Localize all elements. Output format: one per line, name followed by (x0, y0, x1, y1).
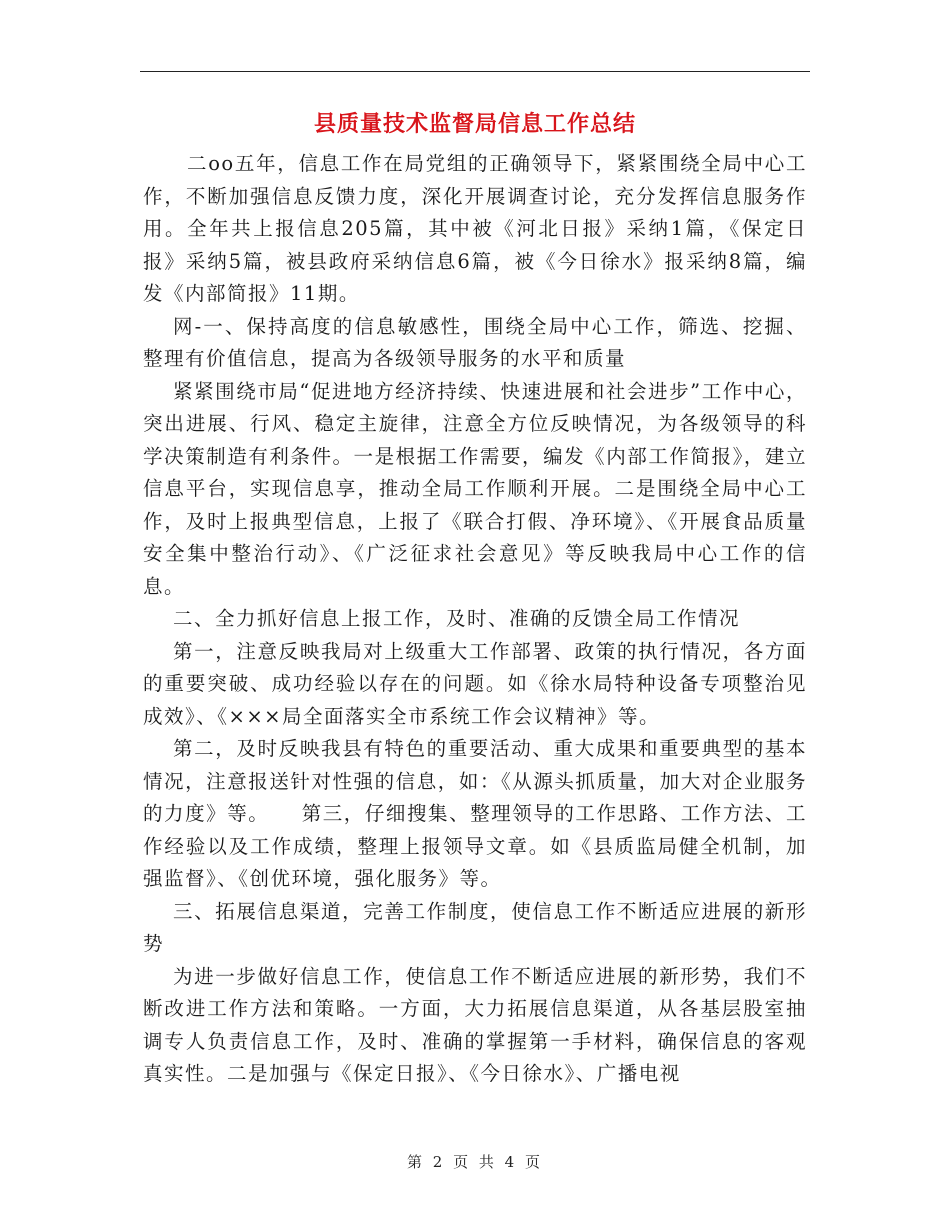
paragraph-section-3: 为进一步做好信息工作，使信息工作不断适应进展的新形势，我们不断改进工作方法和策略。一方面，大力拓展信息渠道，从各基层股室抽调专人负责信息工作，及时、准确的掌握第一手材料，确保信息的客观真实性。二是加强与《保定日报》、《今日徐水》、广播电视 (143, 964, 807, 1085)
paragraph-heading-1: 网-一、保持高度的信息敏感性，围绕全局中心工作，筛选、挖掘、整理有价值信息，提高为各级领导服务的水平和质量 (143, 314, 807, 370)
header-rule (140, 71, 810, 72)
paragraph-heading-2: 二、全力抓好信息上报工作，及时、准确的反馈全局工作情况 (173, 607, 741, 630)
paragraph-section-1: 紧紧围绕市局“促进地方经济持续、快速进展和社会进步”工作中心，突出进展、行风、稳定主旋律，注意全方位反映情况，为各级领导的科学决策制造有利条件。一是根据工作需要，编发《内部工作简报》，建立信息平台，实现信息享，推动全局工作顺利开展。二是围绕全局中心工作，及时上报典型信息，上报了《联合打假、净环境》、《开展食品质量安全集中整治行动》、《广泛征求社会意见》等反映我局中心工作的信息。 (143, 379, 807, 598)
page-footer: 第 2 页 共 4 页 (407, 1153, 543, 1171)
paragraph-intro: 二oo五年，信息工作在局党组的正确领导下，紧紧围绕全局中心工作，不断加强信息反馈力度，深化开展调查讨论，充分发挥信息服务作用。全年共上报信息205篇，其中被《河北日报》采纳1篇，《保定日报》采纳5篇，被县政府采纳信息6篇，被《今日徐水》报采纳8篇，编发《内部简报》11期。 (143, 152, 807, 305)
paragraph-heading-3: 三、拓展信息渠道，完善工作制度，使信息工作不断适应进展的新形势 (143, 899, 807, 955)
document-title: 县质量技术监督局信息工作总结 (313, 112, 636, 137)
paragraph-first-point: 第一，注意反映我局对上级重大工作部署、政策的执行情况，各方面的重要突破、成功经验以存在的问题。如《徐水局特种设备专项整治见成效》、《×××局全面落实全市系统工作会议精神》等。 (143, 639, 807, 728)
paragraph-second-third-point: 第二，及时反映我县有特色的重要活动、重大成果和重要典型的基本情况，注意报送针对性强的信息，如：《从源头抓质量，加大对企业服务的力度》等。 第三，仔细搜集、整理领导的工作思路、工作方法、工作经验以及工作成绩，整理上报领导文章。如《县质监局健全机制，加强监督》、《创优环境，强化服务》等。 (143, 737, 807, 890)
document-body (143, 148, 807, 1091)
